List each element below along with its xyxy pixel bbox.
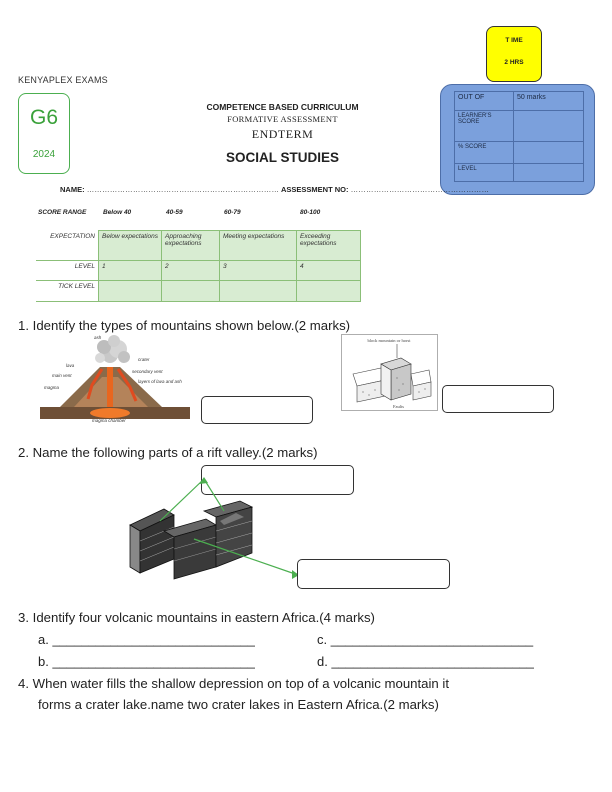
rift-valley-diagram <box>120 475 310 585</box>
label-crater: crater <box>138 357 150 362</box>
time-label: T IME <box>505 37 523 44</box>
tick-cell-3[interactable] <box>220 281 297 302</box>
answer-box-block-mountain[interactable] <box>442 385 554 413</box>
tick-cell-2[interactable] <box>162 281 220 302</box>
score-range-below-40: Below 40 <box>103 209 132 216</box>
curriculum-title: COMPETENCE BASED CURRICULUM <box>206 102 359 112</box>
label-lava: lava <box>66 363 75 368</box>
learner-score-label: LEARNER'S SCORE <box>455 111 514 142</box>
tick-cell-4[interactable] <box>297 281 361 302</box>
answer-box-rift-part-2[interactable] <box>297 559 450 589</box>
volcano-diagram <box>30 333 195 423</box>
label-layers: layers of lava and ash <box>138 379 182 384</box>
student-info-line <box>60 185 489 194</box>
subject-title: SOCIAL STUDIES <box>225 150 340 165</box>
answer-line-a[interactable]: a. ____________________________ <box>38 632 255 647</box>
label-main-vent: main vent <box>52 373 72 378</box>
question-1: 1. Identify the types of mountains shown below.(2 marks) <box>18 318 351 333</box>
answer-line-c[interactable]: c. ____________________________ <box>317 632 534 647</box>
score-range-80-100: 80-100 <box>300 209 321 216</box>
level-4: 4 <box>297 261 361 281</box>
expectation-table <box>36 230 361 302</box>
score-table <box>454 91 584 182</box>
percent-score-label: % SCORE <box>455 142 514 164</box>
grade-level: G6 <box>29 106 58 129</box>
assessment-no-field[interactable]: ……………………………………………… <box>350 185 490 194</box>
score-range-60-79: 60-79 <box>224 209 241 216</box>
expectation-exceeding: Exceeding expectations <box>297 231 361 261</box>
label-secondary-vent: secondary vent <box>132 369 163 374</box>
expectation-label: EXPECTATION <box>36 231 99 261</box>
name-field[interactable]: ………………………………………………………………… <box>86 185 280 194</box>
block-mountain-title: block mountain or horst <box>367 338 411 343</box>
question-2: 2. Name the following parts of a rift valley.(2 marks) <box>18 445 318 460</box>
brand-name: KENYAPLEX EXAMS <box>18 75 108 85</box>
answer-line-d[interactable]: d. ____________________________ <box>317 654 534 669</box>
question-4-line-1: 4. When water fills the shallow depression on top of a volcanic mountain it <box>18 676 450 691</box>
score-range-40-59: 40-59 <box>166 209 183 216</box>
answer-box-volcanic-mountain[interactable] <box>201 396 313 424</box>
assessment-type: FORMATIVE ASSESSMENT <box>227 114 338 124</box>
question-3: 3. Identify four volcanic mountains in eastern Africa.(4 marks) <box>18 610 375 625</box>
level-3: 3 <box>220 261 297 281</box>
grade-year: 2024 <box>32 149 56 160</box>
level-field[interactable] <box>514 164 584 182</box>
expectation-below: Below expectations <box>99 231 162 261</box>
percent-score-field[interactable] <box>514 142 584 164</box>
answer-line-b[interactable]: b. ____________________________ <box>38 654 255 669</box>
label-magma-chamber: magma chamber <box>92 418 126 423</box>
time-box <box>486 26 542 82</box>
assessment-no-label: ASSESSMENT NO: <box>281 185 349 194</box>
question-4-line-2: forms a crater lake.name two crater lakes in Eastern Africa.(2 marks) <box>38 697 439 712</box>
term-title: ENDTERM <box>251 127 314 141</box>
score-range-label: SCORE RANGE <box>38 209 87 216</box>
level-row-label: LEVEL <box>36 261 99 281</box>
out-of-value: 50 marks <box>514 92 584 111</box>
name-label: NAME: <box>60 185 85 194</box>
tick-cell-1[interactable] <box>99 281 162 302</box>
label-magma: magma <box>44 385 60 390</box>
level-1: 1 <box>99 261 162 281</box>
expectation-meeting: Meeting expectations <box>220 231 297 261</box>
grade-box <box>18 93 70 174</box>
time-value: 2 HRS <box>504 59 524 66</box>
out-of-label: OUT OF <box>455 92 514 111</box>
magma-chamber <box>90 408 130 418</box>
level-label: LEVEL <box>455 164 514 182</box>
tick-level-label: TICK LEVEL <box>36 281 99 302</box>
level-2: 2 <box>162 261 220 281</box>
label-ash: ash <box>94 335 102 340</box>
block-faults-label: Faults <box>393 404 405 409</box>
main-vent <box>107 367 113 409</box>
expectation-approaching: Approaching expectations <box>162 231 220 261</box>
block-mountain-diagram <box>341 334 438 411</box>
learner-score-field[interactable] <box>514 111 584 142</box>
